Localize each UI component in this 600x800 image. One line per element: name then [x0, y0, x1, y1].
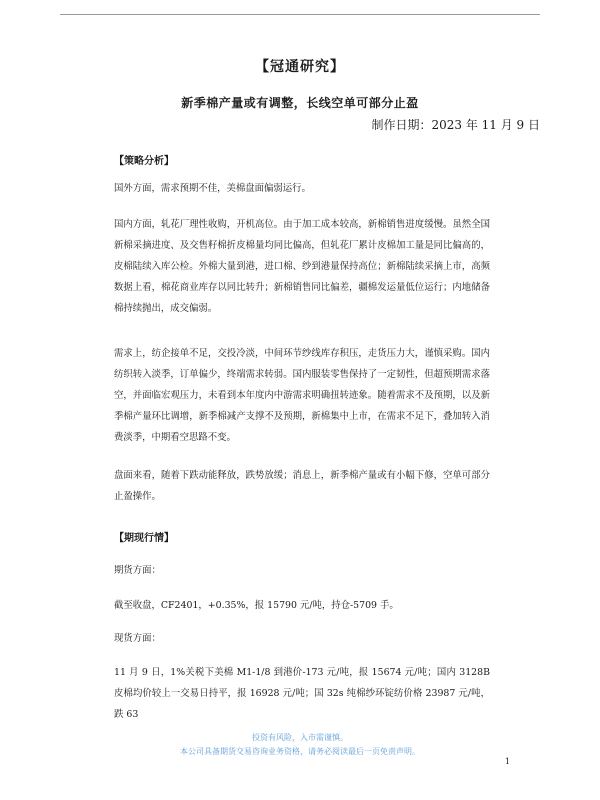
futures-label: 期货方面：: [114, 565, 161, 576]
report-date: 制作日期：2023 年 11 月 9 日: [371, 118, 540, 132]
footer-notice: 本公司具备期货交易咨询业务资格，请务必阅读最后一页免责声明。: [180, 747, 420, 756]
strategy-paragraph-3: 需求上，纺企接单不足，交投冷淡，中间环节纱线库存积压，走货压力大，谨慎采购。国内纺织转入淡季，订单偏少，终端需求转弱。国内服装零售保持了一定韧性，但超预期需求落空，并面临宏观压力，未看到本年度内中游需求明确扭转迹象。随着需求不及预期，以及新季棉产量环比调增，新季棉减产支撑不及预期，新棉集中上市，在需求不足下，叠加转入消费淡季，中期看空思路不变。: [114, 348, 490, 443]
futures-text: 截至收盘，CF2401，+0.35%，报 15790 元/吨，持仓-5709 手。: [114, 600, 399, 611]
header-rule: [60, 14, 540, 15]
strategy-paragraph-4: 盘面来看，随着下跌动能释放，跌势放缓；消息上，新季棉产量或有小幅下修，空单可部分止盈操作。: [114, 470, 490, 502]
report-title: 【冠通研究】: [255, 59, 345, 75]
section-heading-strategy: 【策略分析】: [114, 156, 174, 167]
footer-risk-warning: 投资有风险，入市需谨慎。: [252, 733, 348, 742]
footer-disclaimer: [0, 731, 600, 759]
spot-label: 现货方面：: [114, 633, 161, 644]
strategy-paragraph-1: 国外方面，需求预期不佳，美棉盘面偏弱运行。: [114, 183, 311, 194]
report-subtitle: 新季棉产量或有调整，长线空单可部分止盈: [181, 96, 419, 110]
section-heading-market: 【期现行情】: [114, 533, 174, 544]
spot-text: 11 月 9 日，1%关税下美棉 M1-1/8 到港价-173 元/吨，报 15674 元/吨；国内 3128B 皮棉均价较上一交易日持平，报 16928 元/吨；国 32s 纯棉纱环锭纺价格 23987 元/吨，跌 63: [114, 667, 490, 720]
strategy-paragraph-2: 国内方面，轧花厂理性收购，开机高位。由于加工成本较高，新棉销售进度缓慢。虽然全国新棉采摘进度、及交售籽棉折皮棉量均同比偏高，但轧花厂累计皮棉加工量是同比偏高的，皮棉陆续入库公检。外棉大量到港，进口棉、纱到港量保持高位；新棉陆续采摘上市，高频数据上看，棉花商业库存以同比转升；新棉销售同比偏差，疆棉发运量低位运行；内地储备棉持续抛出，成交偏弱。: [114, 219, 490, 314]
page-number: 1: [504, 757, 510, 766]
